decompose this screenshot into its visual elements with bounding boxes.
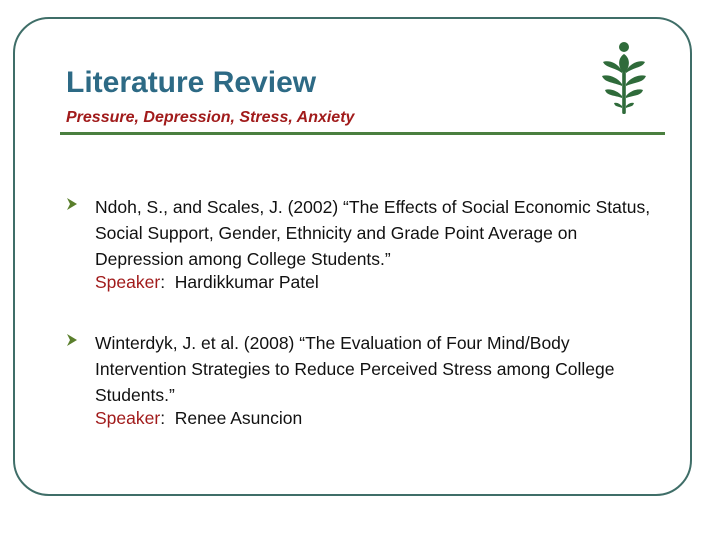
slide-subtitle: Pressure, Depression, Stress, Anxiety bbox=[66, 109, 355, 126]
speaker-separator: : bbox=[160, 272, 175, 292]
leaf-plant-logo-icon bbox=[600, 40, 648, 116]
title-divider bbox=[60, 132, 665, 135]
citation-text: Ndoh, S., and Scales, J. (2002) “The Effects of Social Economic Status, Social Support, Gender, Ethnicity and Grade Point Average on Depression among College Students.” bbox=[95, 197, 651, 269]
speaker-label: Speaker bbox=[95, 408, 161, 428]
speaker-name: Hardikkumar Patel bbox=[174, 272, 319, 292]
arrowhead-bullet-icon bbox=[66, 197, 78, 211]
arrowhead-bullet-icon bbox=[66, 333, 78, 347]
slide-title: Literature Review bbox=[66, 66, 317, 99]
speaker-line bbox=[95, 269, 319, 295]
citation-text: Winterdyk, J. et al. (2008) “The Evaluation of Four Mind/Body Intervention Strategies to Reduce Perceived Stress among College Students.” bbox=[95, 333, 615, 405]
speaker-line bbox=[95, 405, 302, 431]
speaker-label: Speaker bbox=[95, 272, 161, 292]
speaker-separator: : bbox=[160, 408, 175, 428]
speaker-name: Renee Asuncion bbox=[174, 408, 303, 428]
